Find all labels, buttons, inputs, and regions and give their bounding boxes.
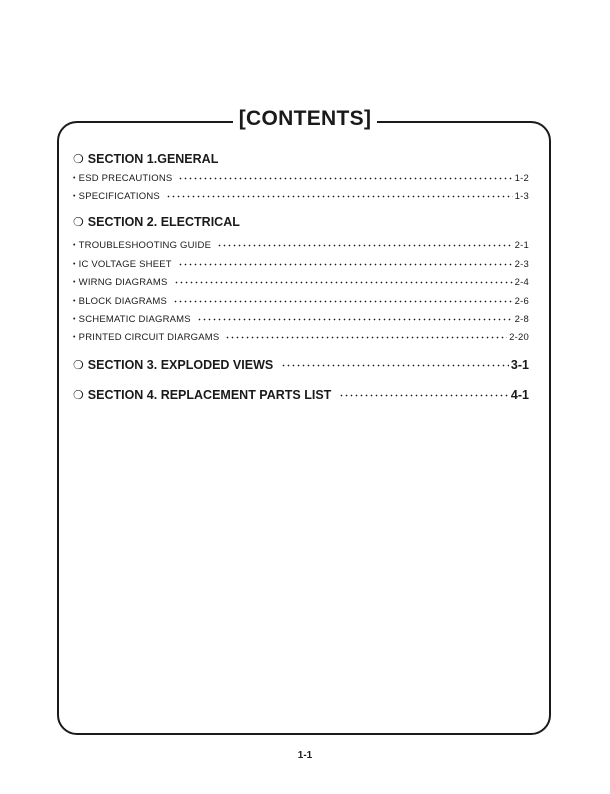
small-bullet-icon: • [73, 278, 76, 286]
contents-frame [57, 121, 551, 735]
toc-entry-printed-circuit-diagrams[interactable]: • PRINTED CIRCUIT DIARGAMS 2-20 [73, 331, 529, 343]
small-bullet-icon: • [73, 174, 76, 182]
toc-entry-troubleshooting-guide[interactable]: • TROUBLESHOOTING GUIDE 2-1 [73, 239, 529, 251]
small-bullet-icon: • [73, 241, 76, 249]
small-bullet-icon: • [73, 192, 76, 200]
dot-leader [339, 386, 509, 399]
dot-leader [197, 312, 513, 322]
dot-leader [178, 257, 513, 267]
circle-outline-icon: ❍ [73, 215, 84, 229]
dot-leader [225, 330, 507, 340]
small-bullet-icon: • [73, 260, 76, 268]
small-bullet-icon: • [73, 297, 76, 305]
toc-entry-schematic-diagrams[interactable]: • SCHEMATIC DIAGRAMS 2-8 [73, 313, 529, 325]
dot-leader [178, 171, 512, 181]
toc-entry-exploded-views[interactable]: ❍ SECTION 3. EXPLODED VIEWS 3-1 [73, 357, 529, 372]
section-heading-electrical: ❍ SECTION 2. ELECTRICAL [73, 215, 240, 229]
page-title: [CONTENTS] [0, 106, 610, 132]
circle-outline-icon: ❍ [73, 152, 84, 166]
dot-leader [173, 294, 513, 304]
page-number: 1-1 [297, 750, 313, 761]
toc-entry-replacement-parts-list[interactable]: ❍ SECTION 4. REPLACEMENT PARTS LIST 4-1 [73, 387, 529, 402]
toc-entry-ic-voltage-sheet[interactable]: • IC VOLTAGE SHEET 2-3 [73, 258, 529, 270]
section-heading-general: ❍ SECTION 1.GENERAL [73, 152, 219, 166]
toc-entry-block-diagrams[interactable]: • BLOCK DIAGRAMS 2-6 [73, 295, 529, 307]
dot-leader [217, 238, 513, 248]
dot-leader [281, 356, 509, 369]
toc-entry-specifications[interactable]: • SPECIFICATIONS 1-3 [73, 190, 529, 202]
toc-entry-wiring-diagrams[interactable]: • WIRNG DIAGRAMS 2-4 [73, 276, 529, 288]
circle-outline-icon: ❍ [73, 357, 84, 372]
dot-leader [174, 275, 513, 285]
circle-outline-icon: ❍ [73, 387, 84, 402]
small-bullet-icon: • [73, 333, 76, 341]
toc-entry-esd-precautions[interactable]: • ESD PRECAUTIONS 1-2 [73, 172, 529, 184]
dot-leader [166, 189, 513, 199]
small-bullet-icon: • [73, 315, 76, 323]
